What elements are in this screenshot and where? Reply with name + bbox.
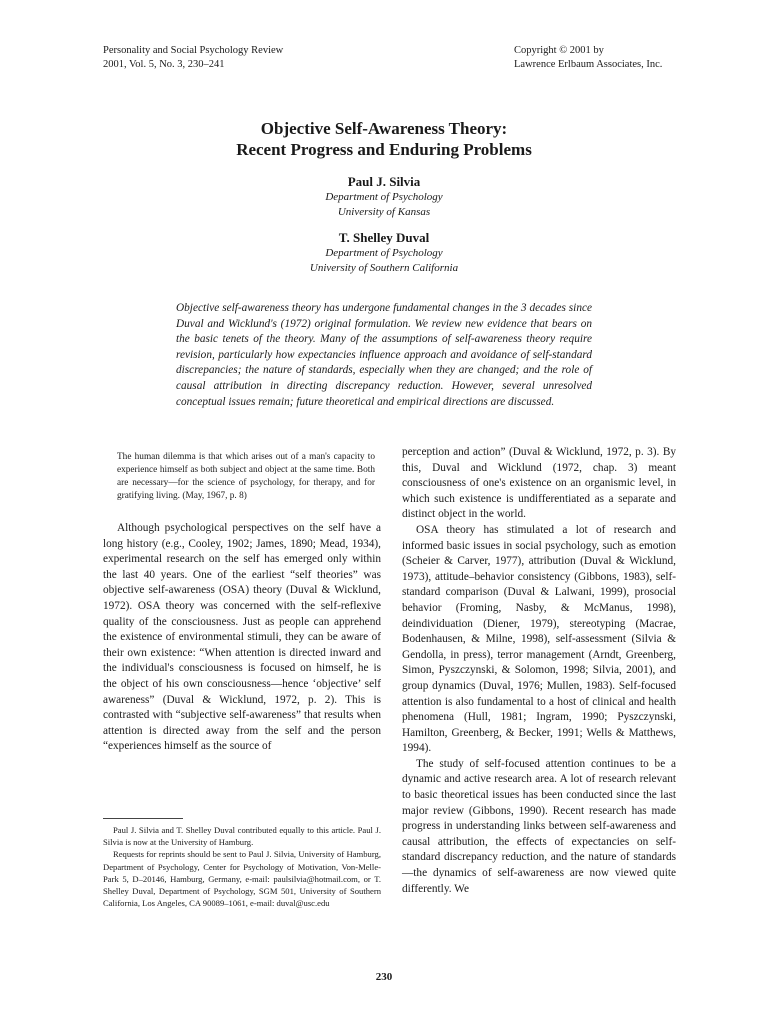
epigraph-quote: The human dilemma is that which arises out of a man's capacity to experience himself as both subject and object at the same time. Both are necessary—for the science of psychology, for therapy, and for gratifying living. <box>117 452 375 501</box>
right-column <box>402 445 676 897</box>
epigraph-citation: (May, 1967, p. 8) <box>182 491 247 501</box>
body-paragraph: The study of self-focused attention continues to be a dynamic and active research area. A lot of research relevant to basic theoretical issues has been conducted since the last major review (Gibbons, 1990). Recent research has made progress in understanding links between self-awareness and causal attribution, the effects of expectancies on self-standard discrepancy reduction, and the nature of standards—the dynamics of self-awareness are now viewed quite differently. We <box>402 757 676 895</box>
author-university: University of Kansas <box>337 206 431 218</box>
article-title-line1: Objective Self-Awareness Theory: <box>260 119 508 138</box>
publisher-name: Lawrence Erlbaum Associates, Inc. <box>514 59 663 70</box>
author-note: Paul J. Silvia and T. Shelley Duval contributed equally to this article. Paul J. Silvia is now at the University of Hamburg. <box>103 825 381 848</box>
title-block <box>0 118 768 276</box>
footnotes <box>103 824 381 909</box>
journal-citation <box>103 44 283 72</box>
reprint-request-note: Requests for reprints should be sent to Paul J. Silvia, University of Hamburg, Department of Psychology, Center for Psychology of Motivation, Von-Melle-Park 5, D–20146, Hamburg, Germany, e-mail: paulsilvia@hotmail.com, or T. Shelley Duval, Department of Psychology, SGM 501, University of Southern California, Los Angeles, CA 90089–1061, e-mail: duval@usc.edu <box>103 849 381 909</box>
copyright-line: Copyright © 2001 by <box>514 45 604 56</box>
author-name: Paul J. Silvia <box>347 174 421 189</box>
page-number: 230 <box>375 971 393 983</box>
epigraph <box>117 451 375 503</box>
copyright-notice <box>514 44 662 72</box>
journal-volume: 2001, Vol. 5, No. 3, 230–241 <box>103 59 225 70</box>
journal-name: Personality and Social Psychology Review <box>103 45 284 56</box>
author-department: Department of Psychology <box>325 247 443 259</box>
body-paragraph: perception and action” (Duval & Wicklund, 1972, p. 3). By this, Duval and Wicklund (1972, chap. 3) meant consciousness of one's existence on an organismic level, in which such existence is undifferentiated as a separate and distinct object in the world. <box>402 446 676 521</box>
body-paragraph: Although psychological perspectives on the self have a long history (e.g., Cooley, 1902; James, 1890; Mead, 1934), experimental research on the self has emerged only within the last 40 years. One of the earliest “self theories” was objective self-awareness (OSA) theory (Duval & Wicklund, 1972). OSA theory was concerned with the self-reflexive quality of the consciousness. Just as people can apprehend the existence of environmental stimuli, they can be aware of their own existence: “When attention is directed inward and the individual's consciousness is focused on himself, he is the object of his own consciousness—hence ‘objective’ self awareness” (Duval & Wicklund, 1972, p. 2). This is contrasted with “subjective self-awareness” that results when attention is directed away from the self and the person “experiences himself as the source of <box>103 522 381 753</box>
body-paragraph: OSA theory has stimulated a lot of research and informed basic issues in social psychology, such as emotion (Scheier & Carver, 1977), attribution (Duval & Wicklund, 1973), attitude–behavior consistency (Gibbons, 1983), self-standard comparison (Duval & Lalwani, 1999), prosocial behavior (Froming, Nasby, & McManus, 1998), deindividuation (Diener, 1979), stereotyping (Macrae, Bodenhausen, & Milne, 1998), self-assessment (Silvia & Gendolla, in press), terror management (Arndt, Greenberg, Simon, Pyszczynski, & Solomon, 1998; Silvia, 2001), and group dynamics (Duval, 1976; Mullen, 1983). Self-focused attention is also fundamental to a host of clinical and health phenomena (Hull, 1981; Ingram, 1990; Pyszczynski, Hamilton, Greenberg, & Becker, 1991; Wells & Matthews, 1994). <box>402 523 676 755</box>
author-university: University of Southern California <box>309 262 459 274</box>
article-title-line2: Recent Progress and Enduring Problems <box>236 140 532 159</box>
author-department: Department of Psychology <box>325 191 443 203</box>
author-name: T. Shelley Duval <box>338 230 430 245</box>
abstract: Objective self-awareness theory has undergone fundamental changes in the 3 decades since Duval and Wicklund's (1972) original formulation. We review new evidence that bears on the basic tenets of the theory. Many of the assumptions of self-awareness theory require revision, particularly how expectancies influence approach and avoidance of self-standard discrepancies; the nature of standards, especially when they are changed; and the role of causal attribution in directing discrepancy reduction. However, several unresolved conceptual issues remain; future theoretical and empirical directions are discussed. <box>176 302 592 408</box>
left-column <box>103 445 381 755</box>
footnote-divider <box>103 818 183 819</box>
